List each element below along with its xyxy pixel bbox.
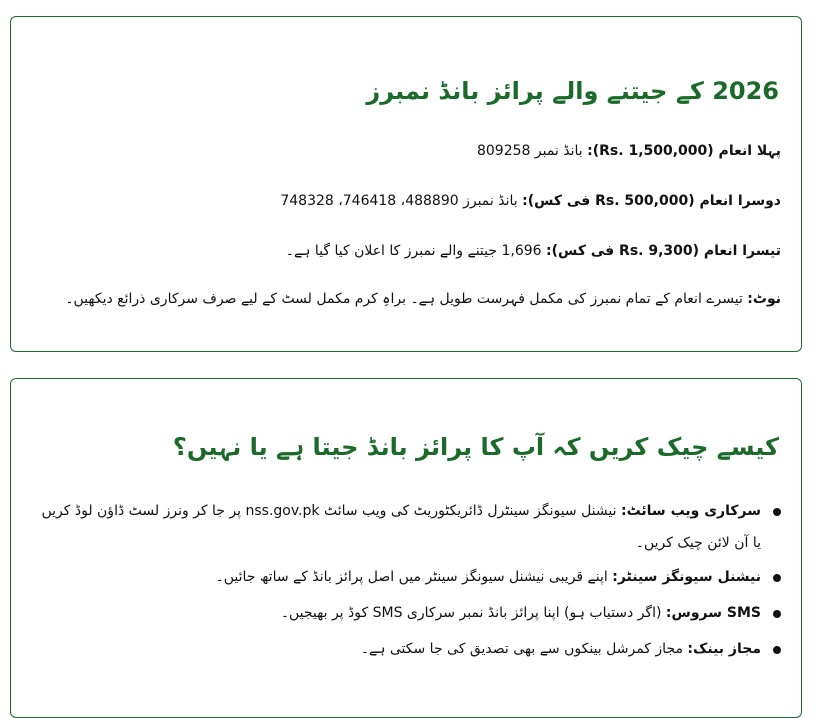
bullet-dot-icon	[773, 610, 781, 618]
list-item-savings-center	[31, 561, 781, 593]
note-label: نوٹ:	[747, 291, 781, 307]
first-prize-line	[477, 143, 781, 159]
sms-service-label: SMS سروس:	[665, 605, 761, 621]
how-to-check-title: کیسے چیک کریں کہ آپ کا پرائز بانڈ جیتا ہے یا نہیں؟	[172, 433, 779, 461]
bullet-dot-icon	[773, 646, 781, 654]
third-prize-text: 1,696 جیتنے والے نمبرز کا اعلان کیا گیا ہے۔	[285, 243, 542, 259]
note-text: تیسرے انعام کے تمام نمبرز کی مکمل فہرست طویل ہے۔ براہِ کرم مکمل لسٹ کے لیے صرف سرکاری ذرائع دیکھیں۔	[65, 291, 743, 307]
prize-numbers-card	[10, 16, 802, 352]
official-website-text: نیشنل سیونگز سینٹرل ڈائریکٹوریٹ کی ویب سائٹ nss.gov.pk پر جا کر ونرز لسٹ ڈاؤن لوڈ کریں یا آن لائن چیک کریں۔	[41, 503, 761, 551]
third-prize-label: تیسرا انعام (Rs. 9,300 فی کس):	[546, 243, 781, 259]
second-prize-text: بانڈ نمبرز 488890، 746418، 748328	[280, 193, 518, 209]
authorized-bank-text: مجاز کمرشل بینکوں سے بھی تصدیق کی جا سکتی ہے۔	[360, 641, 683, 657]
how-to-check-card	[10, 378, 802, 718]
prize-numbers-title: 2026 کے جیتنے والے پرائز بانڈ نمبرز	[366, 77, 779, 105]
note-line	[65, 291, 781, 307]
bullet-dot-icon	[773, 508, 781, 516]
second-prize-label: دوسرا انعام (Rs. 500,000 فی کس):	[522, 193, 781, 209]
savings-center-text: اپنے قریبی نیشنل سیونگز سینٹر میں اصل پرائز بانڈ کے ساتھ جائیں۔	[215, 569, 608, 585]
sms-service-text: (اگر دستیاب ہو) اپنا پرائز بانڈ نمبر سرکاری SMS کوڈ پر بھیجیں۔	[280, 605, 662, 621]
third-prize-line	[286, 243, 781, 259]
bullet-dot-icon	[773, 574, 781, 582]
second-prize-line	[280, 193, 781, 209]
savings-center-label: نیشنل سیونگز سینٹر:	[612, 569, 761, 585]
official-website-label: سرکاری ویب سائٹ:	[621, 503, 761, 519]
list-item-official-website	[31, 495, 781, 559]
first-prize-text: بانڈ نمبر 809258	[476, 143, 583, 159]
list-item-authorized-bank	[31, 633, 781, 665]
first-prize-label: پہلا انعام (Rs. 1,500,000):	[587, 143, 781, 159]
authorized-bank-label: مجاز بینک:	[687, 641, 761, 657]
list-item-sms-service	[31, 597, 781, 629]
